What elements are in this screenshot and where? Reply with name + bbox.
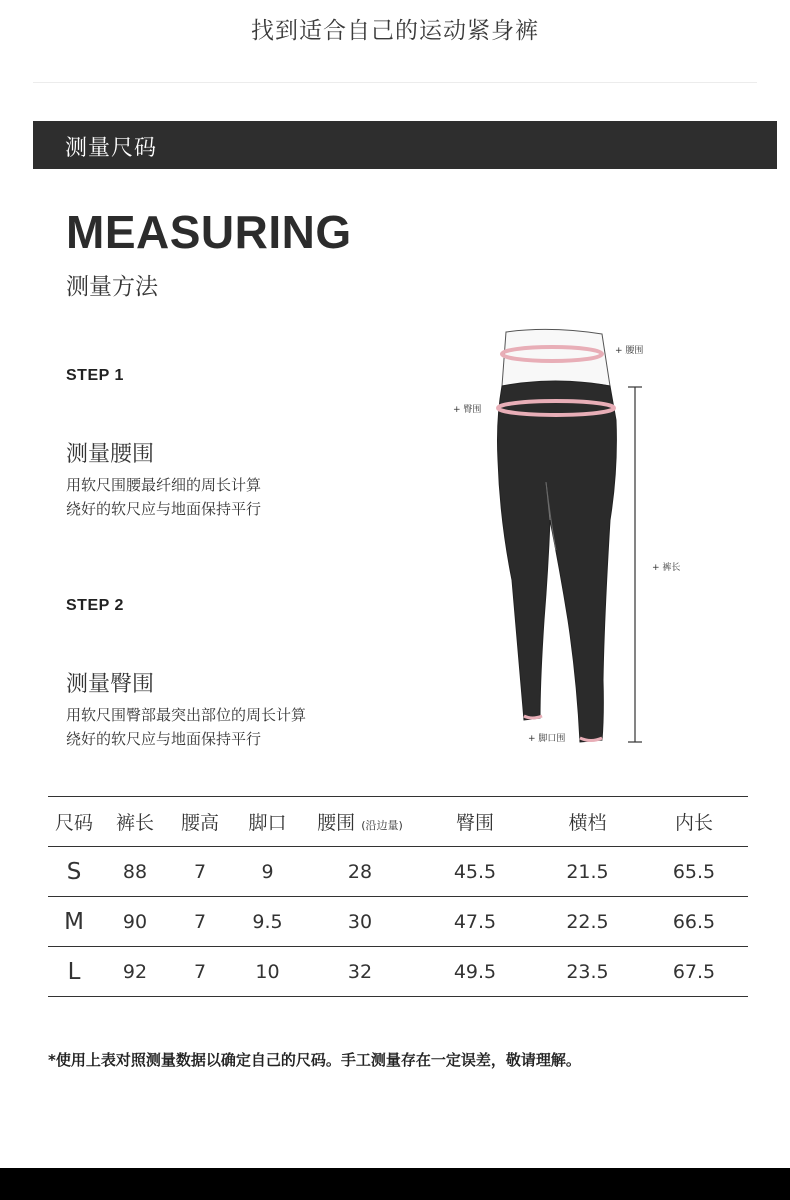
table-cell: 30: [305, 897, 415, 947]
table-cell: 9: [230, 847, 305, 897]
col-header: 腰高: [170, 797, 230, 847]
length-label: + 裤长: [652, 563, 681, 573]
step1-line-1: 用软尺围腰最纤细的周长计算: [66, 476, 262, 494]
col-header: 裤长: [100, 797, 170, 847]
divider: [33, 82, 757, 83]
table-cell: 21.5: [535, 847, 640, 897]
table-cell: 28: [305, 847, 415, 897]
bottom-band: [0, 1168, 790, 1200]
table-cell: 9.5: [230, 897, 305, 947]
page-title: 找到适合自己的运动紧身裤: [251, 18, 539, 44]
col-header: [305, 797, 415, 847]
col-header: 内长: [640, 797, 748, 847]
waist-note: (沿边量): [361, 819, 403, 832]
table-header-row: [48, 797, 748, 847]
table-cell: 22.5: [535, 897, 640, 947]
measuring-subtitle: 测量方法: [66, 274, 158, 300]
step1-line-2: 绕好的软尺应与地面保持平行: [66, 500, 262, 518]
step1-title: 测量腰围: [66, 442, 155, 467]
leggings-illustration: [440, 320, 690, 760]
table-cell: 23.5: [535, 947, 640, 997]
col-header: 脚口: [230, 797, 305, 847]
col-header: 臀围: [415, 797, 535, 847]
table-cell: 92: [100, 947, 170, 997]
size-cell: M: [48, 897, 100, 947]
pants-body-shape: [498, 381, 617, 742]
size-cell: S: [48, 847, 100, 897]
size-table-container: [48, 796, 748, 997]
table-cell: 49.5: [415, 947, 535, 997]
step1-label: STEP 1: [66, 367, 124, 384]
step2-line-2: 绕好的软尺应与地面保持平行: [66, 730, 262, 748]
table-row: [48, 897, 748, 947]
table-cell: 32: [305, 947, 415, 997]
col-header-waist: 腰围: [317, 812, 356, 834]
step2-label: STEP 2: [66, 597, 124, 614]
size-table: [48, 796, 748, 997]
footnote: *使用上表对照测量数据以确定自己的尺码。手工测量存在一定误差，敬请理解。: [48, 1051, 581, 1069]
size-cell: L: [48, 947, 100, 997]
table-cell: 67.5: [640, 947, 748, 997]
table-cell: 10: [230, 947, 305, 997]
col-header: 横档: [535, 797, 640, 847]
measuring-heading: MEASURING: [66, 206, 352, 258]
table-cell: 66.5: [640, 897, 748, 947]
table-cell: 65.5: [640, 847, 748, 897]
section-header-label: 测量尺码: [65, 136, 158, 161]
table-cell: 7: [170, 947, 230, 997]
table-cell: 47.5: [415, 897, 535, 947]
table-cell: 7: [170, 897, 230, 947]
leggings-diagram: [440, 320, 690, 760]
table-row: [48, 847, 748, 897]
table-cell: 90: [100, 897, 170, 947]
hip-label: + 臀围: [453, 405, 482, 415]
step2-line-1: 用软尺围臀部最突出部位的周长计算: [66, 706, 307, 724]
section-header-bar: [33, 121, 777, 169]
col-header: 尺码: [48, 797, 100, 847]
table-cell: 88: [100, 847, 170, 897]
table-cell: 45.5: [415, 847, 535, 897]
table-row: [48, 947, 748, 997]
step2-title: 测量臀围: [66, 672, 155, 697]
waist-label: + 腰围: [615, 346, 644, 356]
ankle-label: + 脚口围: [528, 734, 566, 744]
table-cell: 7: [170, 847, 230, 897]
